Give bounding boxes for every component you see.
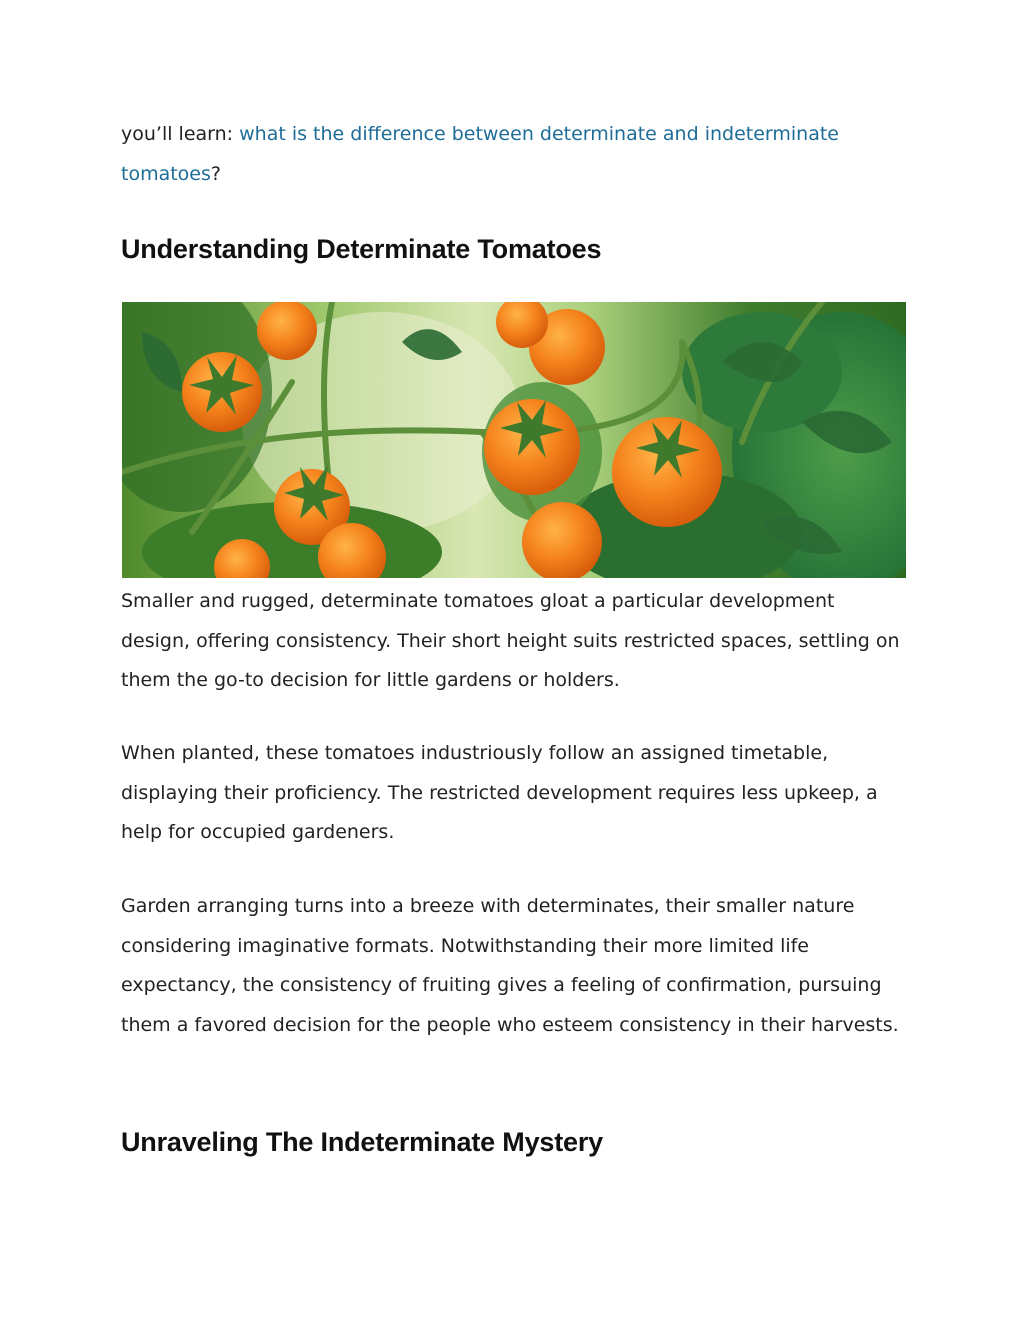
difference-link[interactable]: what is the difference between determinate and indeterminate tomatoes xyxy=(121,123,839,185)
intro-suffix: ? xyxy=(210,163,221,185)
intro-prefix: you’ll learn: xyxy=(121,123,240,145)
section-heading-determinate: Understanding Determinate Tomatoes xyxy=(121,234,602,264)
section-heading-indeterminate: Unraveling The Indeterminate Mystery xyxy=(121,1127,603,1157)
paragraph-3: Garden arranging turns into a breeze with determinates, their smaller nature considering imaginative formats. Notwithstanding their more limited life expectancy, the consistency of fruiting gives a feeling of confirmation, pursuing them a favored decision for the people who esteem consistency in their harvests. xyxy=(121,895,899,1036)
paragraph-2: When planted, these tomatoes industriously follow an assigned timetable, displaying their proficiency. The restricted development requires less upkeep, a help for occupied gardeners. xyxy=(121,742,878,844)
paragraph-1: Smaller and rugged, determinate tomatoes gloat a particular development design, offering consistency. Their short height suits restricted spaces, settling on them the go-to decision for little gardens or holders. xyxy=(121,590,900,692)
tomato-vine-photo xyxy=(122,302,906,578)
intro-line xyxy=(121,114,911,194)
